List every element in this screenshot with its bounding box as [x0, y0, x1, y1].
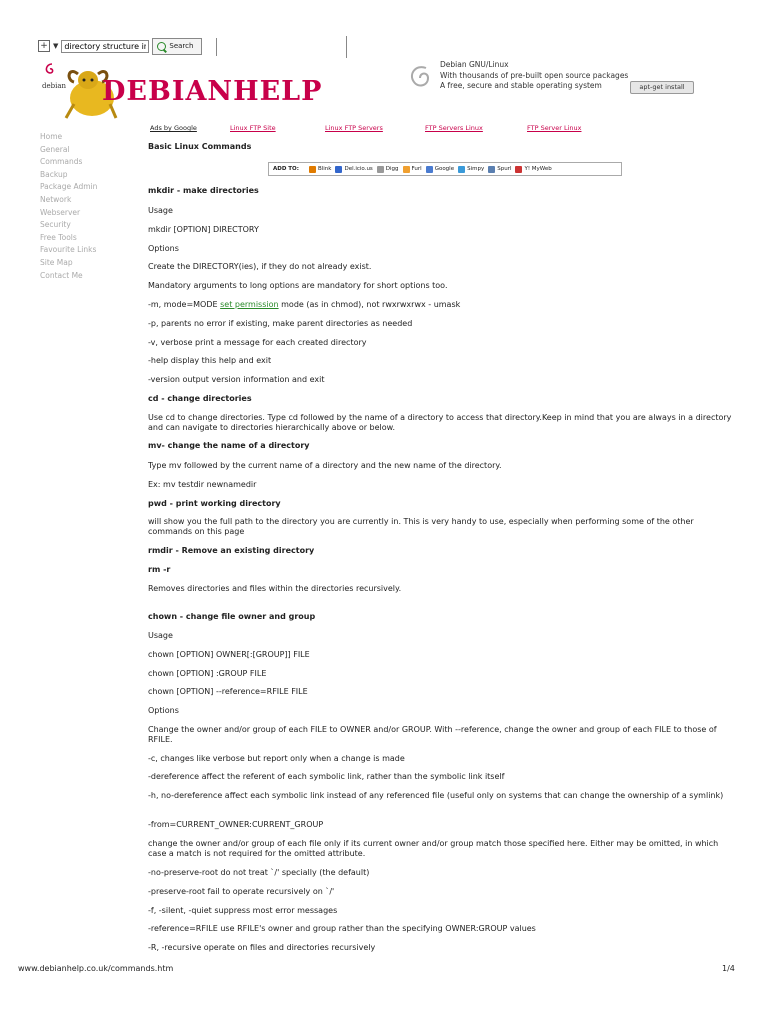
digg-icon	[377, 166, 384, 173]
delicious-icon	[335, 166, 342, 173]
text-paragraph: Change the owner and/or group of each FILE to OWNER and/or GROUP. With --reference, change the owner and group of each FILE to those of RFILE.	[148, 725, 717, 744]
section-heading: pwd - print working directory	[148, 499, 281, 508]
service-name: Y! MyWeb	[524, 166, 552, 172]
bookmark-bar	[268, 162, 622, 176]
service-name: Simpy	[467, 166, 485, 172]
text-line: chown [OPTION] :GROUP FILE	[148, 669, 267, 678]
ad-link[interactable]: FTP Servers Linux	[425, 124, 483, 132]
sidebar-item-webserver[interactable]: Webserver	[40, 207, 81, 217]
bookmark-delicious[interactable]	[335, 166, 372, 173]
section-heading: rmdir - Remove an existing directory	[148, 546, 315, 555]
promo-line: A free, secure and stable operating system	[440, 81, 602, 90]
search-icon	[157, 42, 166, 51]
page-number: 1/4	[722, 964, 735, 973]
bookmark-blink[interactable]	[309, 166, 332, 173]
text-fragment: mode (as in chmod), not rwxrwxrwx - umask	[278, 300, 461, 309]
sidebar-item-site-map[interactable]: Site Map	[40, 257, 73, 267]
search-input[interactable]	[61, 40, 149, 53]
yahoo-icon	[515, 166, 522, 173]
text-line: mkdir [OPTION] DIRECTORY	[148, 225, 259, 234]
text-paragraph: -h, no-dereference affect each symbolic link instead of any referenced file (useful only on systems that can change the ownership of a symlink)	[148, 791, 724, 800]
text-line: Removes directories and files within the directories recursively.	[148, 584, 402, 593]
section-heading: mv- change the name of a directory	[148, 441, 310, 450]
footer-url: www.debianhelp.co.uk/commands.htm	[18, 964, 174, 973]
apt-get-install-button[interactable]: apt-get install	[630, 81, 694, 94]
divider	[216, 38, 217, 56]
text-line: -from=CURRENT_OWNER:CURRENT_GROUP	[148, 820, 324, 829]
text-line: Options	[148, 244, 179, 253]
text-paragraph: will show you the full path to the directory you are currently in. This is very handy to use, especially when performing some of the other commands on this page	[148, 517, 694, 536]
bookmark-digg[interactable]	[377, 166, 399, 173]
text-line: chown [OPTION] OWNER[:[GROUP]] FILE	[148, 650, 310, 659]
ad-link[interactable]: Linux FTP Site	[230, 124, 276, 132]
sidebar-item-general[interactable]: General	[40, 144, 70, 154]
google-icon	[426, 166, 433, 173]
bookmark-spurl[interactable]	[488, 166, 511, 173]
furl-icon	[403, 166, 410, 173]
ad-link[interactable]: Linux FTP Servers	[325, 124, 383, 132]
service-name: Del.icio.us	[344, 166, 373, 172]
sidebar-item-package-admin[interactable]: Package Admin	[40, 182, 98, 192]
text-line: -preserve-root fail to operate recursively on `/'	[148, 887, 335, 896]
sidebar-nav	[40, 131, 97, 282]
text-line: -dereference affect the referent of each symbolic link, rather than the symbolic link itself	[148, 772, 505, 781]
text-fragment: -m, mode=MODE	[148, 300, 221, 309]
service-name: Digg	[385, 166, 399, 172]
promo-text	[440, 60, 628, 92]
bookmark-simpy[interactable]	[458, 166, 484, 173]
search-button-label: Search	[169, 42, 194, 50]
blink-icon	[309, 166, 316, 173]
bookmark-google[interactable]	[426, 166, 454, 173]
spurl-icon	[488, 166, 495, 173]
search-button[interactable]	[152, 38, 202, 55]
sidebar-item-contact-me[interactable]: Contact Me	[40, 270, 83, 280]
sidebar-item-favourite-links[interactable]: Favourite Links	[40, 245, 97, 255]
text-line: -no-preserve-root do not treat `/' specially (the default)	[148, 868, 370, 877]
text-line	[148, 300, 460, 309]
section-heading: cd - change directories	[148, 394, 252, 403]
text-line: Usage	[148, 206, 173, 215]
ads-by-google-link[interactable]: Ads by Google	[150, 124, 197, 132]
add-to-label: ADD TO:	[273, 166, 299, 172]
text-line: -p, parents no error if existing, make parent directories as needed	[148, 319, 413, 328]
text-line: Usage	[148, 631, 173, 640]
text-paragraph: Use cd to change directories. Type cd followed by the name of a directory to access that directory.Keep in mind that you are always in a directory and can navigate to directories hierarchically above or below.	[148, 413, 732, 432]
text-paragraph: change the owner and/or group of each file only if its current owner and/or group match those specified here. Either may be omitted, in which case a match is not required for the omitted attribute.	[148, 839, 719, 858]
text-line: Ex: mv testdir newnamedir	[148, 480, 257, 489]
section-heading: chown - change file owner and group	[148, 612, 316, 621]
bookmark-yahoo-myweb[interactable]	[515, 166, 551, 173]
service-name: Furl	[411, 166, 422, 172]
text-line: -v, verbose print a message for each created directory	[148, 338, 367, 347]
sidebar-item-commands[interactable]: Commands	[40, 157, 83, 167]
text-line: -version output version information and exit	[148, 375, 325, 384]
page-title: Basic Linux Commands	[148, 142, 252, 151]
sidebar-item-network[interactable]: Network	[40, 194, 72, 204]
text-line: -reference=RFILE use RFILE's owner and group rather than the specifying OWNER:GROUP values	[148, 924, 536, 933]
text-line: -R, -recursive operate on files and directories recursively	[148, 943, 376, 952]
sidebar-item-free-tools[interactable]: Free Tools	[40, 232, 77, 242]
text-line: -c, changes like verbose but report only when a change is made	[148, 754, 405, 763]
simpy-icon	[458, 166, 465, 173]
bookmark-furl[interactable]	[403, 166, 422, 173]
text-line: Options	[148, 706, 179, 715]
set-permission-link[interactable]: set permission	[220, 300, 279, 309]
text-line: Mandatory arguments to long options are mandatory for short options too.	[148, 281, 448, 290]
text-line: chown [OPTION] --reference=RFILE FILE	[148, 687, 308, 696]
section-heading: mkdir - make directories	[148, 186, 259, 195]
divider	[346, 36, 347, 58]
ad-link[interactable]: FTP Server Linux	[527, 124, 582, 132]
sidebar-item-backup[interactable]: Backup	[40, 169, 68, 179]
service-name: Blink	[317, 166, 332, 172]
dropdown-arrow-icon[interactable]: ▼	[53, 42, 59, 50]
text-line: -help display this help and exit	[148, 356, 272, 365]
plus-icon[interactable]: +	[38, 40, 50, 52]
service-name: Google	[434, 166, 455, 172]
promo-line: With thousands of pre-built open source packages	[440, 70, 629, 80]
sidebar-item-security[interactable]: Security	[40, 220, 71, 230]
section-heading: rm -r	[148, 565, 171, 574]
search-bar	[38, 38, 202, 54]
text-line: Create the DIRECTORY(ies), if they do not already exist.	[148, 262, 372, 271]
promo-line: Debian GNU/Linux	[440, 60, 509, 69]
text-line: Type mv followed by the current name of a directory and the new name of the directory.	[148, 461, 502, 470]
text-line: -f, -silent, -quiet suppress most error messages	[148, 906, 338, 915]
debian-swirl-icon	[406, 62, 436, 92]
debian-label: debian	[42, 82, 67, 90]
sidebar-item-home[interactable]: Home	[40, 132, 63, 141]
service-name: Spurl	[497, 166, 512, 172]
brand-title[interactable]: DEBIANHELP	[102, 76, 323, 107]
